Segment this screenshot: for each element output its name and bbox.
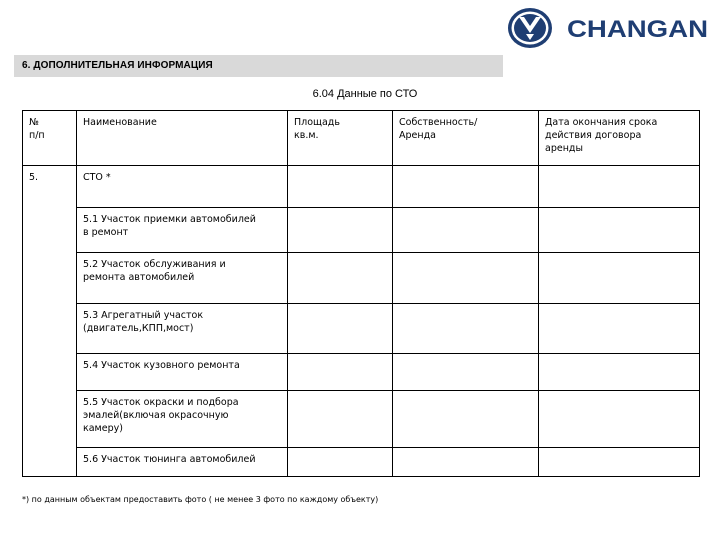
footnote: *) по данным объектам предоставить фото ( не менее 3 фото по каждому объекту) bbox=[22, 495, 379, 504]
end-date-cell[interactable] bbox=[539, 304, 700, 354]
end-date-cell[interactable] bbox=[539, 208, 700, 253]
ownership-cell[interactable] bbox=[393, 208, 539, 253]
table-row bbox=[23, 304, 700, 354]
header-end-date: Дата окончания срока действия договора аренды bbox=[539, 111, 700, 166]
sto-data-table bbox=[22, 110, 700, 477]
table-row bbox=[23, 354, 700, 391]
end-date-cell[interactable] bbox=[539, 166, 700, 208]
area-cell[interactable] bbox=[288, 166, 393, 208]
table-title: 6.04 Данные по СТО bbox=[312, 88, 418, 100]
header-ownership: Собственность/ Аренда bbox=[393, 111, 539, 166]
ownership-cell[interactable] bbox=[393, 448, 539, 477]
row-name-cell: СТО * bbox=[77, 166, 288, 208]
area-cell[interactable] bbox=[288, 304, 393, 354]
ownership-cell[interactable] bbox=[393, 304, 539, 354]
area-cell[interactable] bbox=[288, 253, 393, 304]
row-number-cell: 5. bbox=[23, 166, 77, 477]
area-cell[interactable] bbox=[288, 391, 393, 448]
end-date-cell[interactable] bbox=[539, 448, 700, 477]
header-area: Площадь кв.м. bbox=[288, 111, 393, 166]
ownership-cell[interactable] bbox=[393, 391, 539, 448]
section-header: 6. ДОПОЛНИТЕЛЬНАЯ ИНФОРМАЦИЯ bbox=[14, 55, 503, 77]
changan-emblem-icon bbox=[508, 8, 552, 48]
area-cell[interactable] bbox=[288, 354, 393, 391]
row-name-cell: 5.6 Участок тюнинга автомобилей bbox=[77, 448, 288, 477]
header-row bbox=[23, 111, 700, 166]
row-name-cell: 5.1 Участок приемки автомобилей в ремонт bbox=[77, 208, 288, 253]
row-name-cell: 5.2 Участок обслуживания и ремонта автомобилей bbox=[77, 253, 288, 304]
end-date-cell[interactable] bbox=[539, 253, 700, 304]
area-cell[interactable] bbox=[288, 448, 393, 477]
row-name-cell: 5.3 Агрегатный участок (двигатель,КПП,мост) bbox=[77, 304, 288, 354]
end-date-cell[interactable] bbox=[539, 354, 700, 391]
header-name: Наименование bbox=[77, 111, 288, 166]
ownership-cell[interactable] bbox=[393, 166, 539, 208]
row-name-cell: 5.4 Участок кузовного ремонта bbox=[77, 354, 288, 391]
row-name-cell: 5.5 Участок окраски и подбора эмалей(включая окрасочную камеру) bbox=[77, 391, 288, 448]
table-row bbox=[23, 166, 700, 208]
ownership-cell[interactable] bbox=[393, 354, 539, 391]
changan-logo bbox=[507, 7, 712, 49]
end-date-cell[interactable] bbox=[539, 391, 700, 448]
ownership-cell[interactable] bbox=[393, 253, 539, 304]
brand-wordmark: CHANGAN bbox=[567, 16, 708, 43]
table-row bbox=[23, 391, 700, 448]
table-row bbox=[23, 448, 700, 477]
table-row bbox=[23, 253, 700, 304]
area-cell[interactable] bbox=[288, 208, 393, 253]
table-row bbox=[23, 208, 700, 253]
header-number: № п/п bbox=[23, 111, 77, 166]
